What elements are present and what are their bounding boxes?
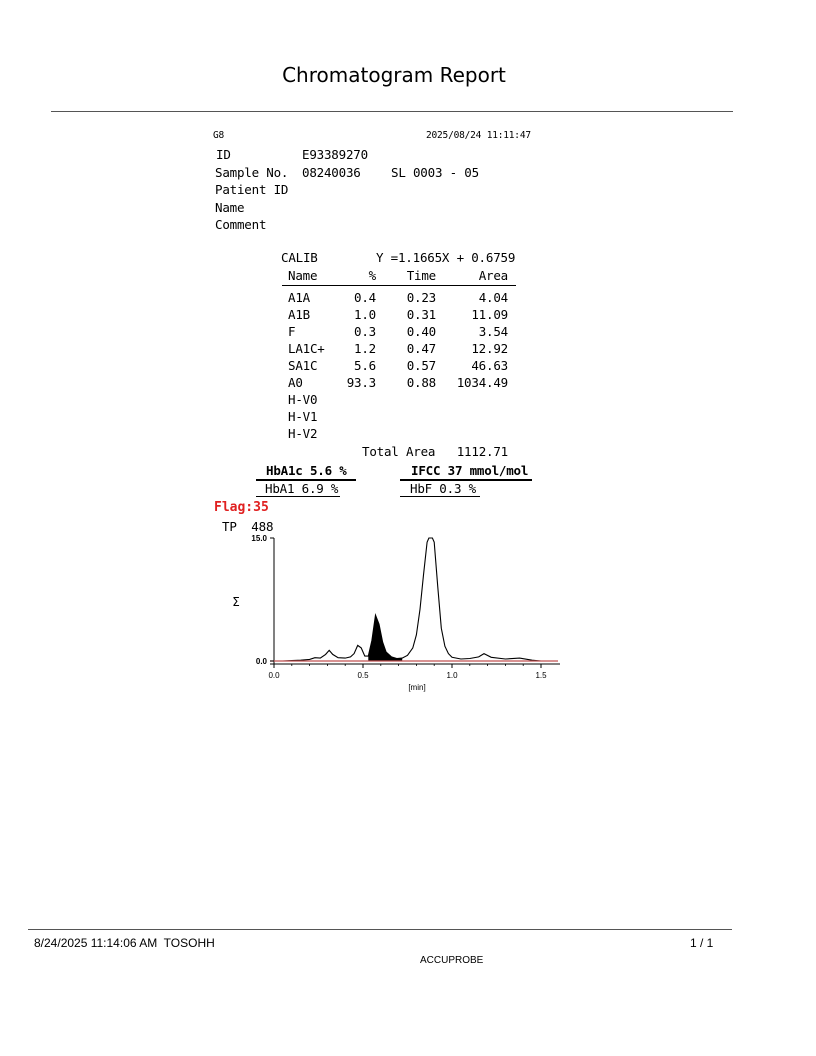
total-area-value: 1112.71 (456, 444, 508, 459)
info-label-comment: Comment (215, 217, 267, 232)
result-hbf: HbF 0.3 % (410, 481, 476, 496)
cell-area: 12.92 (471, 341, 508, 356)
cell-name: LA1C+ (288, 341, 325, 356)
footer-print-info: 8/24/2025 11:14:06 AM TOSOHH (34, 936, 215, 950)
info-label-name: Name (215, 200, 245, 215)
total-area-label: Total Area (362, 444, 436, 459)
calib-label: CALIB (281, 250, 318, 265)
cell-time: 0.47 (406, 341, 436, 356)
chromatogram-trace (274, 538, 541, 661)
device-code: G8 (213, 130, 225, 141)
cell-name: H-V1 (288, 409, 318, 424)
footer-page-number: 1 / 1 (690, 936, 714, 950)
info-label-patient-id: Patient ID (215, 182, 289, 197)
cell-time: 0.31 (406, 307, 436, 322)
cell-pct: 0.3 (354, 324, 376, 339)
cell-pct: 1.2 (354, 341, 376, 356)
cell-name: H-V2 (288, 426, 318, 441)
x-tick-label: 0.0 (268, 671, 280, 680)
result-hba1-rule (256, 496, 340, 497)
cell-time: 0.23 (406, 290, 436, 305)
cell-name: SA1C (288, 358, 318, 373)
info-label-id: ID (216, 147, 231, 162)
header-divider (51, 111, 733, 112)
result-hbf-rule (400, 496, 480, 497)
cell-area: 46.63 (471, 358, 508, 373)
col-header-name: Name (288, 268, 318, 283)
table-header-rule (282, 285, 516, 286)
info-value-id: E93389270 (302, 147, 368, 162)
cell-area: 3.54 (478, 324, 508, 339)
cell-pct: 1.0 (354, 307, 376, 322)
cell-name: H-V0 (288, 392, 318, 407)
result-hba1c: HbA1c 5.6 % (266, 463, 347, 478)
info-extra-sl: SL 0003 - 05 (391, 165, 479, 180)
cell-name: A1A (288, 290, 310, 305)
cell-name: A0 (288, 375, 303, 390)
cell-time: 0.57 (406, 358, 436, 373)
result-hba1: HbA1 6.9 % (265, 481, 339, 496)
page-title: Chromatogram Report (282, 63, 506, 87)
sa1c-peak-fill (368, 615, 402, 661)
report-datetime: 2025/08/24 11:11:47 (426, 130, 531, 141)
x-tick-label: 0.5 (357, 671, 369, 680)
result-ifcc: IFCC 37 mmol/mol (411, 463, 529, 478)
cell-pct: 5.6 (354, 358, 376, 373)
cell-time: 0.88 (406, 375, 436, 390)
cell-time: 0.40 (406, 324, 436, 339)
col-header-pct: % (368, 268, 376, 283)
col-header-area: Area (478, 268, 508, 283)
x-tick-label: 1.5 (535, 671, 547, 680)
y-tick-label: 0.0 (255, 657, 267, 666)
cell-pct: 93.3 (346, 375, 376, 390)
x-tick-label: 1.0 (446, 671, 458, 680)
footer-site-name: ACCUPROBE (420, 955, 484, 966)
info-label-sample-no: Sample No. (215, 165, 289, 180)
cell-area: 11.09 (471, 307, 508, 322)
y-axis-label: Σ (232, 595, 240, 609)
cell-name: F (288, 324, 296, 339)
cell-name: A1B (288, 307, 310, 322)
tp-value: TP 488 (222, 519, 274, 534)
cell-area: 4.04 (478, 290, 508, 305)
info-value-sample-no: 08240036 (302, 165, 361, 180)
cell-area: 1034.49 (456, 375, 508, 390)
col-header-time: Time (406, 268, 436, 283)
x-axis-label: [min] (408, 683, 426, 692)
footer-divider (28, 929, 732, 930)
y-tick-label: 15.0 (251, 534, 267, 543)
flag-value: Flag:35 (214, 500, 269, 515)
calib-equation: Y =1.1665X + 0.6759 (376, 250, 516, 265)
cell-pct: 0.4 (354, 290, 376, 305)
